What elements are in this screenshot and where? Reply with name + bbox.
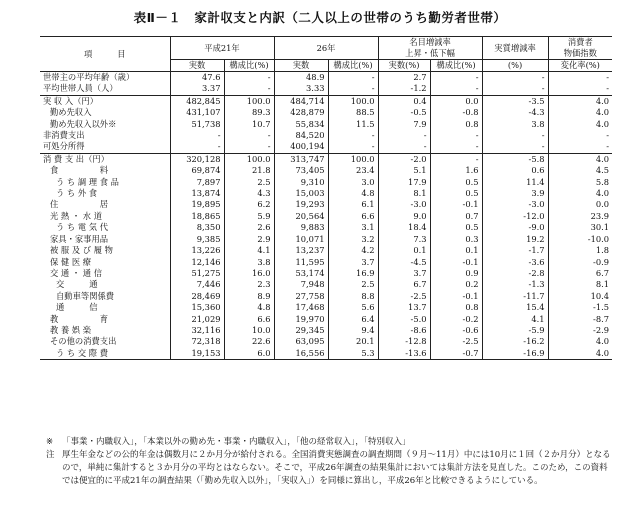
table-row (40, 199, 612, 210)
table-cell: -0.1 (430, 199, 482, 210)
table-cell: 23.9 (548, 211, 612, 222)
table-cell: 2.6 (224, 222, 274, 233)
table-cell: -10.0 (548, 234, 612, 245)
table-cell: - (430, 83, 482, 95)
row-label: 家具・家事用品 (50, 233, 109, 244)
table-cell: - (430, 153, 482, 165)
table-cell: 18.4 (378, 222, 430, 233)
table-cell: 69,874 (170, 165, 224, 176)
table-cell: 4.1 (224, 245, 274, 256)
table-cell: 6.2 (224, 199, 274, 210)
table-cell: -0.8 (430, 107, 482, 118)
table-cell: -9.0 (482, 222, 548, 233)
table-cell: 8.1 (378, 188, 430, 199)
row-label: 交 通 ・ 通 信 (50, 267, 103, 278)
table-cell: 13.7 (378, 302, 430, 313)
table-cell: 4.0 (548, 107, 612, 118)
header-nominal-title: 名目増減率 (409, 37, 451, 47)
table-cell: 0.0 (430, 95, 482, 107)
table-cell: 84,520 (274, 130, 328, 141)
table-cell: 19,895 (170, 199, 224, 210)
table-cell: -8.7 (548, 314, 612, 325)
note-text: 厚生年金などの公的年金は偶数月に２か月分が給付される。全国消費実態調査の調査期間（９月～11月）中には10月に１回（２か月分）となるので，単純に集計すると３か月分の平均とはならない。そこで，平成26年調査の結果集計においては集計方法を見直した。このため，この資料では便宜的に平成21年の調査結果（「勤め先収入以外」，「実収入」）を同様に算出し，平成26年と比較できるようにしている。 (62, 450, 611, 486)
table-cell: 63,095 (274, 336, 328, 347)
table-cell: - (548, 83, 612, 95)
table-cell: 6.6 (224, 314, 274, 325)
table-cell: 3.7 (378, 268, 430, 279)
table-cell: 4.0 (548, 153, 612, 165)
table-cell: 4.0 (548, 119, 612, 130)
table-cell: 2.5 (224, 177, 274, 188)
row-label: う ち 外 食 (56, 188, 98, 199)
table-row (40, 222, 612, 233)
table-row (40, 165, 612, 176)
table-cell: 0.0 (548, 199, 612, 210)
table-cell: 18,865 (170, 211, 224, 222)
table-cell: 9,385 (170, 234, 224, 245)
table-cell: 4.1 (482, 314, 548, 325)
table-cell: 100.0 (328, 153, 378, 165)
table-cell: - (482, 141, 548, 153)
note-asterisk (46, 436, 612, 449)
table-cell: -11.7 (482, 291, 548, 302)
table-cell: 4.2 (328, 245, 378, 256)
table-cell: 10.7 (224, 119, 274, 130)
header-cpi-change: 変化率(%) (548, 60, 612, 72)
row-label: う ち 交 際 費 (40, 348, 170, 360)
table-cell: 13,226 (170, 245, 224, 256)
table-cell: -5.0 (378, 314, 430, 325)
table-cell: 6.7 (548, 268, 612, 279)
table-cell: 0.5 (430, 222, 482, 233)
table-cell: -1.7 (482, 245, 548, 256)
header-amount-3: 実数 (388, 60, 406, 70)
table-cell: 400,194 (274, 141, 328, 153)
row-label: 被 服 及 び 履 物 (50, 245, 113, 256)
header-item: 項 目 (40, 37, 170, 72)
header-row-1 (40, 37, 612, 60)
header-cpi (548, 37, 612, 60)
table-cell: 4.3 (224, 188, 274, 199)
table-cell: 16.9 (328, 268, 378, 279)
row-label: 教 育 (50, 313, 109, 324)
table-cell: - (328, 130, 378, 141)
header-real-pct: (%) (482, 60, 548, 72)
table-cell: -2.5 (430, 336, 482, 347)
header-real: 実質増減率 (482, 37, 548, 60)
table-cell: 23.4 (328, 165, 378, 176)
table-cell: - (170, 130, 224, 141)
table-cell: 320,128 (170, 153, 224, 165)
row-label: 勤め先収入以外※ (50, 118, 117, 129)
table-cell: 9.0 (378, 211, 430, 222)
table-cell: 9.4 (328, 325, 378, 336)
table-cell: 3.2 (328, 234, 378, 245)
table-cell: 3.0 (328, 177, 378, 188)
table-cell: -0.5 (378, 107, 430, 118)
table-row (40, 268, 612, 279)
table-cell: -0.2 (430, 314, 482, 325)
table-cell: 0.5 (430, 177, 482, 188)
table-cell: 100.0 (328, 95, 378, 107)
table-cell: - (328, 141, 378, 153)
table-cell: - (328, 83, 378, 95)
table-cell: 10.4 (548, 291, 612, 302)
table-cell: - (482, 72, 548, 84)
table-cell: 13,237 (274, 245, 328, 256)
table-cell: - (430, 130, 482, 141)
table-cell: 3.33 (274, 83, 328, 95)
table-cell: 3.7 (328, 257, 378, 268)
table-cell: -1.5 (548, 302, 612, 313)
row-label: 平均世帯人員（人） (43, 83, 118, 94)
row-label: 交 通 (56, 279, 98, 290)
table-cell: 2.9 (224, 234, 274, 245)
table-cell: 4.0 (548, 336, 612, 347)
table-cell: -3.0 (378, 199, 430, 210)
table-cell: -2.8 (482, 268, 548, 279)
table-cell: 11,595 (274, 257, 328, 268)
table-cell: 4.0 (548, 95, 612, 107)
notes (46, 436, 612, 488)
table-cell: 32,116 (170, 325, 224, 336)
table-cell: - (548, 72, 612, 84)
table-cell: 6.6 (328, 211, 378, 222)
table-cell: 9,883 (274, 222, 328, 233)
table-cell: 8.8 (328, 291, 378, 302)
table-cell: 7,446 (170, 279, 224, 290)
table-cell: 313,747 (274, 153, 328, 165)
table-cell: 1.6 (430, 165, 482, 176)
table-cell: 10.0 (224, 325, 274, 336)
table-cell: - (224, 130, 274, 141)
table-cell: - (378, 130, 430, 141)
table-row (40, 234, 612, 245)
table-cell: 2.7 (378, 72, 430, 84)
header-cpi-1: 消費者 (567, 37, 593, 47)
table-cell: 2.3 (224, 279, 274, 290)
header-pct-unit: (%) (405, 60, 420, 70)
table-cell: -0.1 (430, 291, 482, 302)
table-cell: 428,879 (274, 107, 328, 118)
table-cell: 4.0 (548, 348, 612, 360)
table-cell: 0.6 (482, 165, 548, 176)
table-row (40, 141, 612, 153)
table-cell: 8.9 (224, 291, 274, 302)
note-text: 「事業・内職収入」，「本業以外の勤め先・事業・内職収入」，「他の経常収入」，「特別収入」 (62, 437, 411, 447)
table-cell: 100.0 (224, 95, 274, 107)
table-cell: 51,275 (170, 268, 224, 279)
table-cell: - (224, 72, 274, 84)
table-cell: 3.37 (170, 83, 224, 95)
table-cell: 12,146 (170, 257, 224, 268)
table-cell: - (224, 83, 274, 95)
table-cell: 88.5 (328, 107, 378, 118)
table-cell: 15,003 (274, 188, 328, 199)
header-h26-amount: 実数 (274, 60, 328, 72)
household-budget-table (40, 36, 612, 360)
table-cell: 47.6 (170, 72, 224, 84)
table-cell: -3.0 (482, 199, 548, 210)
header-nominal (378, 37, 482, 60)
row-label: 教 養 娯 楽 (50, 324, 92, 335)
table-row (40, 291, 612, 302)
table-cell: 21,029 (170, 314, 224, 325)
table-row (40, 211, 612, 222)
header-h21-ratio: 構成比(%) (224, 60, 274, 72)
table-cell: -12.0 (482, 211, 548, 222)
table-cell: 2.5 (328, 279, 378, 290)
table-cell: 0.8 (430, 302, 482, 313)
table-cell: 3.8 (482, 119, 548, 130)
table-cell: 19,153 (170, 348, 224, 360)
table-cell: 19,293 (274, 199, 328, 210)
row-label: 食 料 (50, 165, 109, 176)
table-cell: - (378, 141, 430, 153)
table-cell: 0.1 (430, 245, 482, 256)
table-cell: - (482, 130, 548, 141)
table-row (40, 153, 612, 165)
table-row (40, 119, 612, 130)
table-cell: 16,556 (274, 348, 328, 360)
table-cell: - (548, 141, 612, 153)
table-cell: 10,071 (274, 234, 328, 245)
table-row (40, 314, 612, 325)
row-label: う ち 調 理 食 品 (56, 176, 119, 187)
table-cell: 0.2 (430, 279, 482, 290)
table-row (40, 336, 612, 347)
table-cell: - (482, 83, 548, 95)
table-cell: 3.9 (482, 188, 548, 199)
note-main (46, 449, 612, 488)
table-row (40, 302, 612, 313)
table-cell: 0.7 (430, 211, 482, 222)
table-row (40, 188, 612, 199)
table-cell: 0.5 (430, 188, 482, 199)
table-cell: - (224, 141, 274, 153)
row-label: 消 費 支 出（円） (43, 153, 109, 164)
table-cell: 29,345 (274, 325, 328, 336)
table-cell: -0.6 (430, 325, 482, 336)
table-cell: -16.2 (482, 336, 548, 347)
table-cell: -16.9 (482, 348, 548, 360)
row-label: 非消費支出 (43, 130, 85, 141)
table-cell: -0.9 (548, 257, 612, 268)
table-cell: 15.4 (482, 302, 548, 313)
table-cell: 4.8 (328, 188, 378, 199)
table-cell: 15,360 (170, 302, 224, 313)
table-cell: 20,564 (274, 211, 328, 222)
table-cell: 484,714 (274, 95, 328, 107)
table-cell: 0.3 (430, 234, 482, 245)
table-cell: 7.9 (378, 119, 430, 130)
table-cell: - (430, 72, 482, 84)
table-row (40, 257, 612, 268)
table-cell: 100.0 (224, 153, 274, 165)
table-cell: 13,874 (170, 188, 224, 199)
table-cell: -3.6 (482, 257, 548, 268)
table-cell: -5.8 (482, 153, 548, 165)
header-nominal-sub: 上昇・低下幅 (405, 48, 455, 58)
table-row (40, 83, 612, 95)
table-cell: -12.8 (378, 336, 430, 347)
table-cell: 28,469 (170, 291, 224, 302)
header-pt-unit: 構成比(%) (430, 60, 482, 72)
table-cell: 6.4 (328, 314, 378, 325)
table-cell: 7,948 (274, 279, 328, 290)
table-row (40, 279, 612, 290)
table-cell: 51,738 (170, 119, 224, 130)
table-cell: 5.3 (328, 348, 378, 360)
table-cell: 21.8 (224, 165, 274, 176)
table-cell: -1.3 (482, 279, 548, 290)
header-h26-ratio: 構成比(%) (328, 60, 378, 72)
table-cell: 55,834 (274, 119, 328, 130)
table-cell: 0.4 (378, 95, 430, 107)
row-label: 保 健 医 療 (50, 256, 92, 267)
table-cell: 73,405 (274, 165, 328, 176)
table-cell: 7.3 (378, 234, 430, 245)
table-cell: 0.8 (430, 119, 482, 130)
table-cell: -5.9 (482, 325, 548, 336)
table-cell: 5.6 (328, 302, 378, 313)
table-cell: - (328, 72, 378, 84)
header-h21: 平成21年 (170, 37, 274, 60)
table-cell: - (548, 130, 612, 141)
table-cell: -0.1 (430, 257, 482, 268)
table-cell: - (430, 141, 482, 153)
table-cell: 48.9 (274, 72, 328, 84)
table-cell: -0.7 (430, 348, 482, 360)
table-cell: 3.8 (224, 257, 274, 268)
table-cell: 17,468 (274, 302, 328, 313)
table-cell: -4.5 (378, 257, 430, 268)
table-cell: -13.6 (378, 348, 430, 360)
row-label: 光 熱 ・ 水 道 (50, 210, 103, 221)
row-label: 実 収 入（円） (43, 95, 99, 106)
row-label: 勤め先収入 (50, 107, 92, 118)
table-cell: 5.9 (224, 211, 274, 222)
table-row (40, 245, 612, 256)
row-label: 住 居 (50, 199, 109, 210)
note-mark: ※ (46, 437, 54, 447)
table-row (40, 72, 612, 84)
table-cell: 3.1 (328, 222, 378, 233)
table-cell: 6.7 (378, 279, 430, 290)
header-cpi-2: 物価指数 (563, 48, 597, 58)
table-cell: 8.1 (548, 279, 612, 290)
table-cell: 431,107 (170, 107, 224, 118)
table-cell: 6.1 (328, 199, 378, 210)
table-cell: -2.5 (378, 291, 430, 302)
row-label: 自動車等関係費 (56, 290, 115, 301)
table-cell: 0.9 (430, 268, 482, 279)
table-row (40, 95, 612, 107)
table-cell: 53,174 (274, 268, 328, 279)
page-title: 表Ⅱ－１ 家計収支と内訳（二人以上の世帯のうち勤労者世帯） (133, 10, 507, 25)
table-row (40, 325, 612, 336)
note-mark: 注 (46, 450, 55, 460)
table-cell: 20.1 (328, 336, 378, 347)
header-h21-amount: 実数 (170, 60, 224, 72)
header-nominal-pct (378, 60, 430, 72)
table-cell: 482,845 (170, 95, 224, 107)
table-cell: 7,897 (170, 177, 224, 188)
table-cell: 30.1 (548, 222, 612, 233)
table-cell: 1.8 (548, 245, 612, 256)
table-cell: 89.3 (224, 107, 274, 118)
header-h26: 26年 (274, 37, 378, 60)
row-label: その他の消費支出 (50, 336, 117, 347)
row-label: 世帯主の平均年齢（歳） (43, 72, 135, 82)
table-cell: 19,970 (274, 314, 328, 325)
table-cell: 11.5 (328, 119, 378, 130)
table-cell: -3.5 (482, 95, 548, 107)
table-row (40, 130, 612, 141)
table-cell: -4.3 (482, 107, 548, 118)
row-label: 通 信 (56, 302, 98, 313)
table-cell: -2.0 (378, 153, 430, 165)
row-label: う ち 電 気 代 (56, 222, 109, 233)
row-label: 可処分所得 (43, 141, 85, 152)
table-cell: 4.0 (548, 188, 612, 199)
table-cell: 16.0 (224, 268, 274, 279)
table-cell: -1.2 (378, 83, 430, 95)
table-cell: 8,350 (170, 222, 224, 233)
table-row (40, 177, 612, 188)
table-cell: 4.5 (548, 165, 612, 176)
table-cell: -2.9 (548, 325, 612, 336)
table-cell: 19.2 (482, 234, 548, 245)
table-row (40, 107, 612, 118)
table-cell: 5.8 (548, 177, 612, 188)
table-cell: 22.6 (224, 336, 274, 347)
table-cell: 27,758 (274, 291, 328, 302)
table-cell: 5.1 (378, 165, 430, 176)
table-cell: 4.8 (224, 302, 274, 313)
table-cell: 9,310 (274, 177, 328, 188)
table-cell: 72,318 (170, 336, 224, 347)
table-cell: 11.4 (482, 177, 548, 188)
table-row (40, 348, 612, 360)
table-cell: -8.6 (378, 325, 430, 336)
table-cell: 6.0 (224, 348, 274, 360)
table-cell: 17.9 (378, 177, 430, 188)
table-cell: - (170, 141, 224, 153)
table-cell: 0.1 (378, 245, 430, 256)
